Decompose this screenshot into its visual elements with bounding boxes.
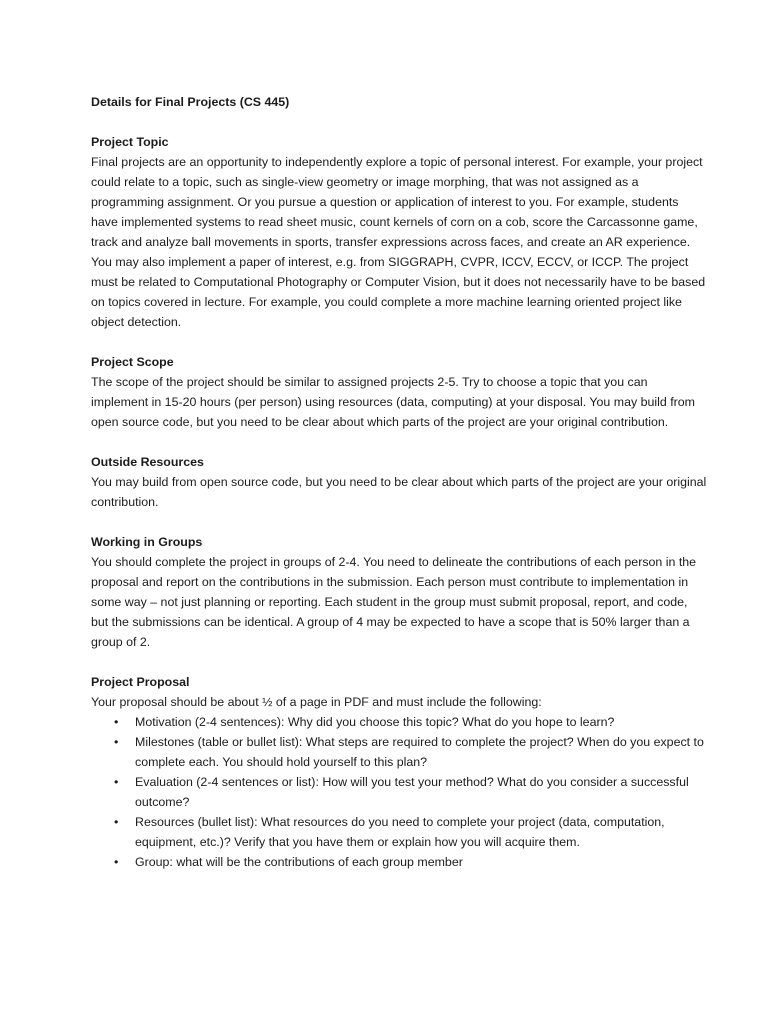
section-project-proposal	[91, 672, 708, 872]
bullet-icon: •	[114, 715, 119, 729]
section-heading: Working in Groups	[91, 535, 203, 549]
bullet-item-group	[114, 852, 708, 872]
bullet-item-evaluation	[114, 772, 708, 812]
section-working-in-groups	[91, 532, 708, 652]
section-paragraph: Final projects are an opportunity to independently explore a topic of personal interest. For example, your project could relate to a topic, such as single-view geometry or image morphing, that was not assigned as a programming assignment. Or you pursue a question or application of interest to you. For example, students have implemented systems to read sheet music, count kernels of corn on a cob, score the Carcassonne game, track and analyze ball movements in sports, transfer expressions across faces, and create an AR experience. You may also implement a paper of interest, e.g. from SIGGRAPH, CVPR, ICCV, ECCV, or ICCP. The project must be related to Computational Photography or Computer Vision, but it does not necessarily have to be based on topics covered in lecture. For example, you could complete a more machine learning oriented project like object detection.	[91, 155, 706, 329]
bullet-icon: •	[114, 815, 119, 829]
bullet-icon: •	[114, 735, 119, 749]
bullet-text: Group: what will be the contributions of each group member	[135, 855, 463, 869]
section-paragraph: You should complete the project in groups of 2-4. You need to delineate the contributions of each person in the proposal and report on the contributions in the submission. Each person must contribute to implementation in some way – not just planning or reporting. Each student in the group must submit proposal, report, and code, but the submissions can be identical. A group of 4 may be expected to have a scope that is 50% larger than a group of 2.	[91, 555, 697, 649]
section-paragraph: The scope of the project should be similar to assigned projects 2-5. Try to choose a topic that you can implement in 15-20 hours (per person) using resources (data, computing) at your disposal. You may build from open source code, but you need to be clear about which parts of the project are your original contribution.	[91, 375, 696, 429]
bullet-item-motivation	[114, 712, 708, 732]
bullet-item-milestones	[114, 732, 708, 772]
section-heading: Project Scope	[91, 355, 174, 369]
section-heading: Project Proposal	[91, 675, 190, 689]
document-title: Details for Final Projects (CS 445)	[91, 95, 290, 109]
bullet-text: Evaluation (2-4 sentences or list): How will you test your method? What do you consider a successful outcome?	[135, 775, 689, 809]
section-project-topic	[91, 132, 708, 332]
proposal-bullet-list	[91, 712, 708, 872]
bullet-item-resources	[114, 812, 708, 852]
proposal-intro: Your proposal should be about ½ of a page in PDF and must include the following:	[91, 695, 542, 709]
bullet-text: Motivation (2-4 sentences): Why did you choose this topic? What do you hope to learn?	[135, 715, 615, 729]
bullet-text: Resources (bullet list): What resources do you need to complete your project (data, computation, equipment, etc.)? Verify that you have them or explain how you will acquire them.	[135, 815, 665, 849]
section-outside-resources	[91, 452, 708, 512]
bullet-text: Milestones (table or bullet list): What steps are required to complete the project? When do you expect to complete each. You should hold yourself to this plan?	[135, 735, 704, 769]
section-heading: Outside Resources	[91, 455, 204, 469]
bullet-icon: •	[114, 855, 119, 869]
bullet-icon: •	[114, 775, 119, 789]
section-paragraph: You may build from open source code, but you need to be clear about which parts of the project are your original contribution.	[91, 475, 707, 509]
section-heading: Project Topic	[91, 135, 169, 149]
section-project-scope	[91, 352, 708, 432]
